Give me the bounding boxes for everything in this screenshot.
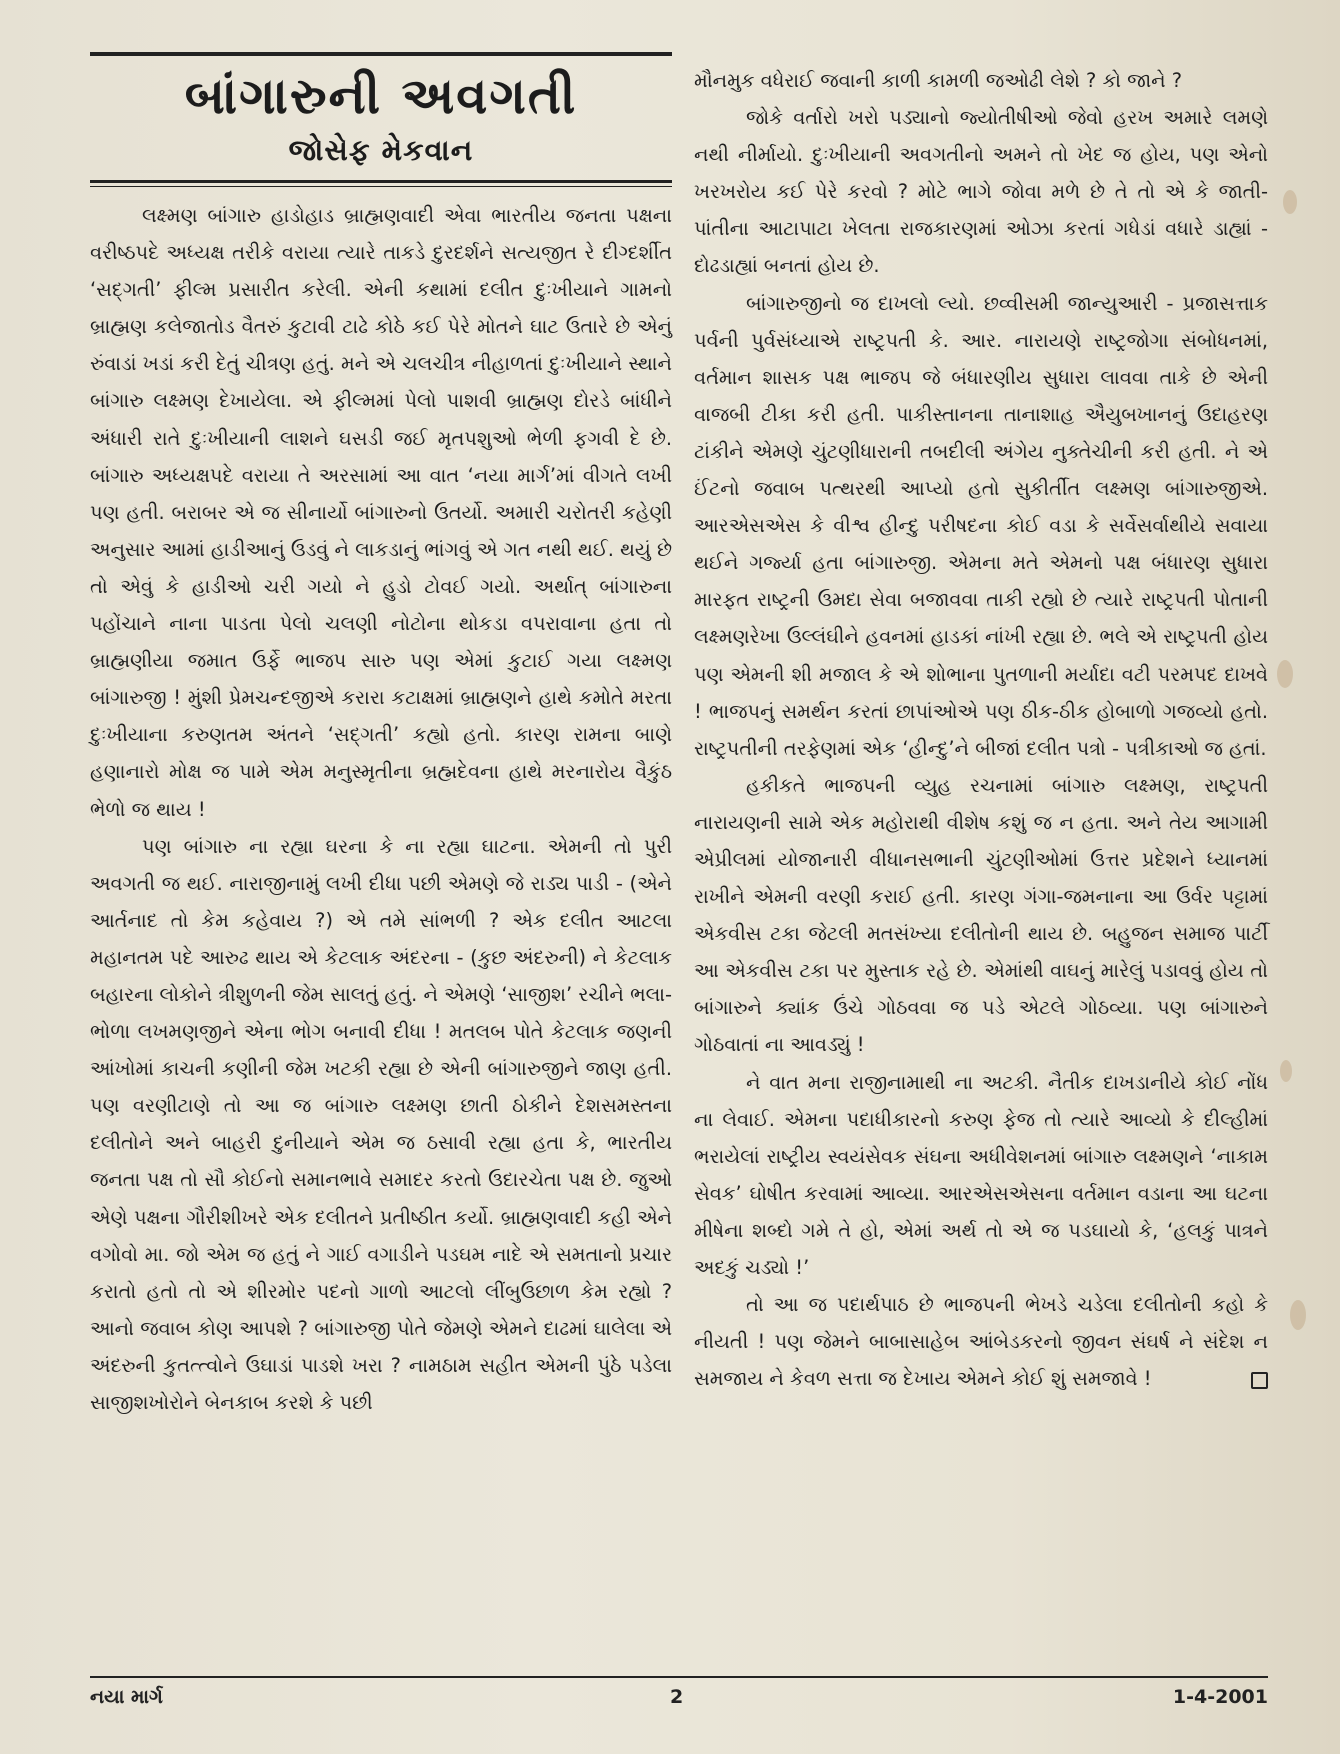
header-rule-top (90, 52, 672, 56)
paragraph: જોકે વર્તારો ખરો પડ્યાનો જ્યોતીષીઓ જેવો હરખ અમારે લમણે નથી નીર્માયો. દુઃખીયાની અવગતીનો અમને તો ખેદ જ હોય, પણ એનો ખરખરોય કઈ પેરે કરવો ? મોટે ભાગે જોવા મળે છે તે તો એ કે જાતી-પાંતીના આટાપાટા ખેલતા રાજકારણમાં ઓઝા કરતાં ગધેડાં વધારે ડાહ્યાં - દોઢડાહ્યાં બનતાં હોય છે. (694, 106, 1268, 278)
paragraph: મૌનમુક વધેરાઈ જવાની કાળી કામળી જઓઢી લેશે ? કો જાને ? (694, 69, 1183, 92)
paragraph-final-text: તો આ જ પદાર્થપાઠ છે ભાજપની ભેખડે ચડેલા દલીતોની કહો કે નીયતી ! પણ જેમને બાબાસાહેબ આંબેડકરનો જીવન સંઘર્ષ ને સંદેશ ન સમજાય ને કેવળ સત્તા જ દેખાય એમને કોઈ શું સમજાવે ! (694, 1293, 1268, 1391)
header-rule-bottom-thin (90, 186, 672, 187)
page-tear-mark (1277, 660, 1293, 688)
paragraph-final (694, 1286, 1268, 1397)
page-tear-mark (1280, 1060, 1292, 1082)
page-tear-mark (1290, 1300, 1306, 1330)
right-column-text (694, 62, 1268, 1397)
paragraph: હકીકતે ભાજપની વ્યુહ રચનામાં બાંગારુ લક્ષ્મણ, રાષ્ટ્રપતી નારાયણની સામે એક મહોરાથી વીશેષ કશું જ ન હતા. અને તેય આગામી એપ્રીલમાં યોજાનારી વીધાનસભાની ચુંટણીઓમાં ઉત્તર પ્રદેશને ધ્યાનમાં રાખીને એમની વરણી કરાઈ હતી. કારણ ગંગા-જમનાના આ ઉર્વર પટ્ટામાં એકવીસ ટકા જેટલી મતસંખ્યા દલીતોની થાય છે. બહુજન સમાજ પાર્ટી આ એકવીસ ટકા પર મુસ્તાક રહે છે. એમાંથી વાઘનું મારેલું પડાવવું હોય તો બાંગારુને ક્યાંક ઉંચે ગોઠવવા જ પડે એટલે ગોઠવ્યા. પણ બાંગારુને ગોઠવાતાં ના આવડ્યું ! (694, 773, 1268, 1057)
footer-magazine-name: નયા માર્ગ (90, 1686, 163, 1708)
article-author: જોસેફ મેકવાન (288, 133, 474, 167)
page-tear-mark (1283, 190, 1297, 214)
left-column (90, 52, 672, 1421)
header-rule-bottom (90, 180, 672, 183)
end-of-article-icon (1251, 1372, 1268, 1389)
right-column (694, 62, 1268, 1397)
paragraph: ને વાત મના રાજીનામાથી ના અટકી. નૈતીક દાખડાનીયે કોઈ નોંધ ના લેવાઈ. એમના પદાધીકારનો કરુણ ફેજ તો ત્યારે આવ્યો કે દીલ્હીમાં ભરાયેલાં રાષ્ટ્રીય સ્વયંસેવક સંઘના અધીવેશનમાં બાંગારુ લક્ષ્મણને ‘નાકામ સેવક’ ઘોષીત કરવામાં આવ્યા. આરએસએસના વર્તમાન વડાના આ ઘટના મીષેના શબ્દો ગમે તે હો, એમાં અર્થ તો એ જ પડઘાયો કે, ‘હલકું પાત્રને અદકું ચડ્યો !’ (694, 1070, 1268, 1279)
left-column-text (90, 197, 672, 1421)
article-title: બાંગારુની અવગતી (184, 67, 578, 125)
paragraph: બાંગારુજીનો જ દાખલો લ્યો. છવ્વીસમી જાન્યુઆરી - પ્રજાસત્તાક પર્વની પુર્વસંધ્યાએ રાષ્ટ્રપતી કે. આર. નારાયણે રાષ્ટ્રજોગા સંબોધનમાં, વર્તમાન શાસક પક્ષ ભાજપ જે બંધારણીય સુધારા લાવવા તાકે છે એની વાજબી ટીકા કરી હતી. પાકીસ્તાનના તાનાશાહ ઐયુબખાનનું ઉદાહરણ ટાંકીને એમણે ચુંટણીધારાની તબદીલી અંગેય નુક્તેચીની કરી હતી. ને એ ઈંટનો જવાબ પત્થરથી આપ્યો હતો સુકીર્તીત લક્ષ્મણ બાંગારુજીએ. આરએસએસ કે વીશ્વ હીન્દુ પરીષદના કોઈ વડા કે સર્વેસર્વાથીયે સવાયા થઈને ગર્જ્યા હતા બાંગારુજી. એમના મતે એમનો પક્ષ બંધારણ સુધારા મારફત રાષ્ટ્રની ઉમદા સેવા બજાવવા તાકી રહ્યો છે ત્યારે રાષ્ટ્રપતી પોતાની લક્ષ્મણરેખા ઉલ્લંઘીને હવનમાં હાડકાં નાંખી રહ્યા છે. ભલે એ રાષ્ટ્રપતી હોય પણ એમની શી મજાલ કે એ શોભાના પુતળાની મર્યાદા વટી પરમપદ દાખવે ! ભાજપનું સમર્થન કરતાં છાપાંઓએ પણ ઠીક-ઠીક હોબાળો ગજવ્યો હતો. રાષ્ટ્રપતીની તરફેણમાં એક ‘હીન્દુ’ને બીજાં દલીત પત્રો - પત્રીકાઓ જ હતાં. (694, 291, 1268, 760)
paragraph: પણ બાંગારુ ના રહ્યા ઘરના કે ના રહ્યા ઘાટના. એમની તો પુરી અવગતી જ થઈ. નારાજીનામું લખી દીધા પછી એમણે જે રાડ્ય પાડી - (એને આર્તનાદ તો કેમ કહેવાય ?) એ તમે સાંભળી ? એક દલીત આટલા મહાનતમ પદે આરુઢ થાય એ કેટલાક અંદરના - (કુછ અંદરુની) ને કેટલાક બહારના લોકોને ત્રીશુળની જેમ સાલતું હતું. ને એમણે ‘સાજીશ’ રચીને ભલા-ભોળા લખમણજીને એના ભોગ બનાવી દીધા ! મતલબ પોતે કેટલાક જણની આંખોમાં કાચની કણીની જેમ ખટકી રહ્યા છે એની બાંગારુજીને જાણ હતી. પણ વરણીટાણે તો આ જ બાંગારુ લક્ષ્મણ છાતી ઠોકીને દેશસમસ્તના દલીતોને અને બાહરી દુનીયાને એમ જ ઠસાવી રહ્યા હતા કે, ભારતીય જનતા પક્ષ તો સૌ કોઈનો સમાનભાવે સમાદર કરતો ઉદારચેતા પક્ષ છે. જુઓ એણે પક્ષના ગૌરીશીખરે એક દલીતને પ્રતીષ્ઠીત કર્યો. બ્રાહ્મણવાદી કહી એને વગોવો મા. જો એમ જ હતું ને ગાઈ વગાડીને પડઘમ નાદે એ સમતાનો પ્રચાર કરાતો હતો તો એ શીરમોર પદનો ગાળો આટલો લીંબુઉછાળ કેમ રહ્યો ? આનો જવાબ કોણ આપશે ? બાંગારુજી પોતે જેમણે એમને દાઢમાં ઘાલેલા એ અંદરુની કુતત્ત્વોને ઉઘાડાં પાડશે ખરા ? નામઠામ સહીત એમની પુંઠે પડેલા સાજીશખોરોને બેનકાબ કરશે કે પછી (90, 834, 672, 1414)
footer-date: 1-4-2001 (1172, 1686, 1268, 1708)
page-footer (90, 1676, 1268, 1718)
paragraph: લક્ષ્મણ બાંગારુ હાડોહાડ બ્રાહ્મણવાદી એવા ભારતીય જનતા પક્ષના વરીષ્ઠપદે અધ્યક્ષ તરીકે વરાયા ત્યારે તાકડે દુરદર્શને સત્યજીત રે દીગ્દર્શીત ‘સદ્‌ગતી’ ફીલ્મ પ્રસારીત કરેલી. એની કથામાં દલીત દુઃખીયાને ગામનો બ્રાહ્મણ કલેજાતોડ વૈતરું કુટાવી ટાઢે કોઠે કઈ પેરે મોતને ઘાટ ઉતારે છે એનું રુંવાડાં ખડાં કરી દેતું ચીત્રણ હતું. મને એ ચલચીત્ર નીહાળતાં દુઃખીયાને સ્થાને બાંગારુ લક્ષ્મણ દેખાયેલા. એ ફીલ્મમાં પેલો પાશવી બ્રાહ્મણ દોરડે બાંધીને અંધારી રાતે દુઃખીયાની લાશને ઘસડી જઈ મૃતપશુઓ ભેળી ફગવી દે છે. બાંગારુ અધ્યક્ષપદે વરાયા તે અરસામાં આ વાત ‘નયા માર્ગ’માં વીગતે લખી પણ હતી. બરાબર એ જ સીનાર્યો બાંગારુનો ઉતર્યો. અમારી ચરોતરી કહેણી અનુસાર આમાં હાડીઆનું ઉડવું ને લાકડાનું ભાંગવું એ ગત નથી થઈ. થયું છે તો એવું કે હાડીઓ ચરી ગયો ને હુડો ટોવઈ ગયો. અર્થાત્ બાંગારુના પહોંચાને નાના પાડતા પેલો ચલણી નોટોના થોકડા વપરાવાના હતા તો બ્રાહ્મણીયા જમાત ઉર્ફે ભાજપ સારુ પણ એમાં કુટાઈ ગયા લક્ષ્મણ બાંગારુજી ! મુંશી પ્રેમચન્દજીએ કરારા કટાક્ષમાં બ્રાહ્મણને હાથે કમોતે મરતા દુઃખીયાના કરુણતમ અંતને ‘સદ્‌ગતી’ કહ્યો હતો. કારણ રામના બાણે હણાનારો મોક્ષ જ પામે એમ મનુસ્મૃતીના બ્રહ્મદેવના હાથે મરનારોય વૈકુંઠ ભેળો જ થાય ! (90, 204, 672, 821)
footer-page-number: 2 (670, 1686, 684, 1708)
